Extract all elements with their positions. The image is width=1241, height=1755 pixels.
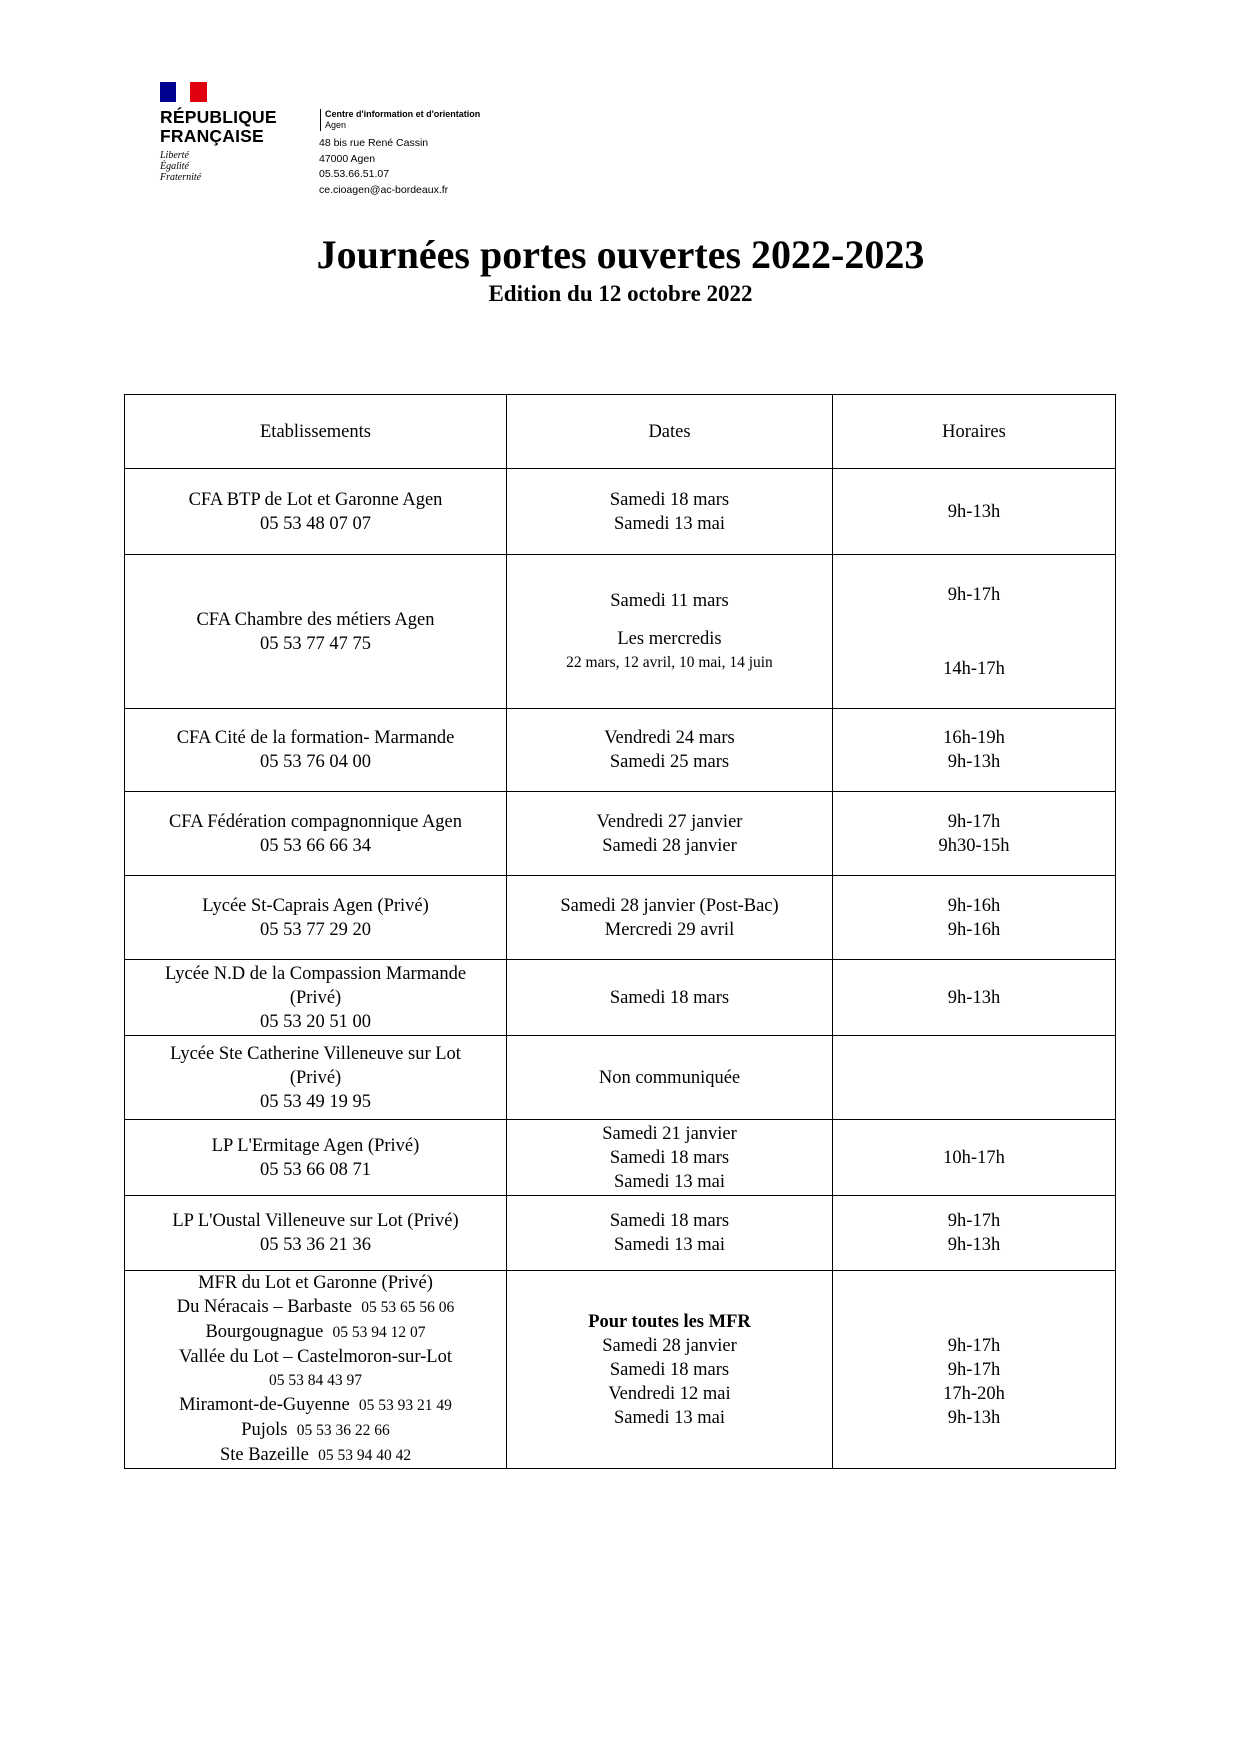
establishment-name: LP L'Ermitage Agen (Privé) [211, 1135, 420, 1156]
establishment-phone: 05 53 48 07 07 [260, 513, 371, 534]
page-title: Journées portes ouvertes 2022-2023 [316, 232, 925, 277]
date-line: Samedi 21 janvier [602, 1123, 737, 1144]
motto-fraternite: Fraternité [160, 172, 202, 183]
dates-cell [507, 792, 833, 876]
date-line: Samedi 28 janvier [602, 835, 737, 856]
hours-cell [833, 555, 1116, 709]
establishment-phone: 05 53 36 21 36 [260, 1235, 371, 1255]
dates-cell [507, 1120, 833, 1196]
establishment-cell [125, 709, 507, 792]
mfr-site-phone: 05 53 65 56 06 [361, 1299, 455, 1316]
establishment-cell [125, 792, 507, 876]
header-dates: Dates [507, 395, 833, 469]
mfr-site [129, 1320, 502, 1345]
date-line: Samedi 28 janvier [602, 1335, 737, 1356]
dates-cell [507, 555, 833, 709]
mfr-site-phone: 05 53 94 40 42 [318, 1447, 412, 1464]
mfr-site-name: Vallée du Lot – Castelmoron-sur-Lot [179, 1347, 452, 1367]
hours-cell [833, 960, 1116, 1036]
hours-line: 9h-17h [947, 1335, 1001, 1356]
date-line: Samedi 28 janvier (Post-Bac) [560, 895, 779, 916]
hours-cell [833, 1196, 1116, 1271]
date-line: Samedi 18 mars [609, 1211, 730, 1231]
address-line-1: 48 bis rue René Cassin [319, 137, 429, 149]
republique-francaise-logo [160, 82, 300, 183]
hours-cell [833, 1271, 1116, 1469]
date-line: Mercredi 29 avril [604, 919, 735, 940]
establishment-phone: 05 53 76 04 00 [260, 752, 371, 772]
dates-cell [507, 960, 833, 1036]
mfr-site-name: Pujols [241, 1420, 288, 1440]
mfr-site-phone: 05 53 94 12 07 [332, 1324, 426, 1341]
page-subtitle: Edition du 12 octobre 2022 [488, 281, 753, 306]
establishment-name: CFA Cité de la formation- Marmande [176, 728, 455, 748]
address-line-2: 47000 Agen [319, 152, 376, 165]
hours-line: 9h-16h [947, 895, 1001, 916]
motto [160, 150, 300, 183]
date-line: Samedi 13 mai [614, 1407, 725, 1428]
date-line: Vendredi 27 janvier [596, 811, 743, 832]
establishment-name: MFR du Lot et Garonne (Privé) [198, 1273, 433, 1293]
mfr-site [129, 1295, 502, 1320]
establishment-name: Lycée Ste Catherine Villeneuve sur Lot [170, 1043, 461, 1064]
establishment-phone: 05 53 77 47 75 [260, 633, 371, 654]
date-line: Samedi 13 mai [614, 513, 725, 534]
establishment-status: (Privé) [289, 987, 342, 1008]
date-line: Samedi 18 mars [609, 987, 730, 1008]
mfr-site [129, 1393, 502, 1418]
header-establishments: Etablissements [125, 395, 507, 469]
date-line: 22 mars, 12 avril, 10 mai, 14 juin [566, 653, 773, 671]
establishment-cell [125, 469, 507, 555]
table-row [125, 709, 1116, 792]
date-line: Vendredi 24 mars [604, 728, 735, 748]
mfr-site-phone: 05 53 84 43 97 [269, 1372, 362, 1389]
hours-line: 9h-13h [947, 501, 1001, 522]
date-line: Samedi 13 mai [614, 1235, 725, 1255]
establishment-phone: 05 53 49 19 95 [260, 1091, 371, 1112]
mfr-site [129, 1418, 502, 1443]
establishment-cell [125, 1036, 507, 1120]
table-row [125, 1271, 1116, 1469]
republic-name [160, 108, 300, 146]
cio-name-block [320, 109, 480, 131]
establishment-name: CFA Chambre des métiers Agen [196, 609, 435, 630]
mfr-site-name: Bourgougnague [205, 1322, 324, 1342]
date-line: Samedi 11 mars [610, 590, 729, 611]
establishment-cell [125, 1196, 507, 1271]
mfr-site-phone: 05 53 36 22 66 [296, 1422, 390, 1439]
dates-cell [507, 1196, 833, 1271]
hours-line: 9h-16h [947, 919, 1001, 940]
establishment-name: LP L'Oustal Villeneuve sur Lot (Privé) [172, 1211, 459, 1231]
republic-line-2: FRANÇAISE [160, 126, 264, 146]
hours-line: 9h-13h [947, 752, 1001, 772]
cio-phone: 05.53.66.51.07 [319, 168, 390, 180]
date-line: Samedi 18 mars [609, 1147, 730, 1168]
table-row [125, 960, 1116, 1036]
hours-line: 17h-20h [943, 1383, 1005, 1404]
hours-line: 9h-13h [947, 1407, 1001, 1428]
mfr-site-name: Ste Bazeille [219, 1445, 309, 1465]
table-row [125, 1036, 1116, 1120]
cio-city: Agen [325, 120, 347, 130]
republic-line-1: RÉPUBLIQUE [160, 107, 277, 127]
hours-line: 9h-17h [947, 1211, 1001, 1231]
mfr-site-phone: 05 53 93 21 49 [358, 1397, 452, 1414]
establishment-name: Lycée St-Caprais Agen (Privé) [202, 895, 429, 916]
mfr-site-name: Du Néracais – Barbaste [176, 1297, 352, 1317]
hours-cell [833, 1120, 1116, 1196]
hours-cell [833, 1036, 1116, 1120]
dates-cell [507, 709, 833, 792]
establishment-status: (Privé) [289, 1067, 342, 1088]
establishment-name: Lycée N.D de la Compassion Marmande [164, 963, 467, 984]
hours-line: 9h-17h [947, 811, 1001, 832]
hours-cell [833, 469, 1116, 555]
hours-line: 9h-13h [947, 1235, 1001, 1255]
table-row [125, 876, 1116, 960]
dates-cell [507, 876, 833, 960]
motto-egalite: Égalité [160, 161, 189, 172]
mfr-site-name: Miramont-de-Guyenne [179, 1395, 350, 1415]
establishment-cell [125, 960, 507, 1036]
header-hours: Horaires [833, 395, 1116, 469]
table-row [125, 1196, 1116, 1271]
dates-cell [507, 469, 833, 555]
date-line: Samedi 18 mars [609, 1359, 730, 1380]
establishment-name: CFA BTP de Lot et Garonne Agen [188, 489, 443, 510]
cio-email: ce.cioagen@ac-bordeaux.fr [319, 183, 449, 196]
hours-cell [833, 709, 1116, 792]
establishment-cell [125, 1120, 507, 1196]
table-row [125, 555, 1116, 709]
date-line: Vendredi 12 mai [608, 1383, 731, 1404]
establishment-phone: 05 53 66 66 34 [260, 835, 371, 856]
table-row [125, 792, 1116, 876]
date-line: Samedi 18 mars [609, 489, 730, 510]
date-line: Les mercredis [617, 628, 722, 649]
mfr-site [129, 1443, 502, 1468]
table-row [125, 1120, 1116, 1196]
hours-line: 9h-17h [947, 584, 1001, 605]
hours-line: 10h-17h [943, 1147, 1005, 1168]
establishment-cell [125, 555, 507, 709]
hours-line: 9h-13h [947, 987, 1001, 1008]
hours-line: 9h30-15h [938, 835, 1010, 856]
establishment-phone: 05 53 66 08 71 [260, 1159, 371, 1180]
french-flag-icon [160, 82, 207, 102]
date-line: Samedi 25 mars [609, 752, 730, 772]
establishment-cell [125, 1271, 507, 1469]
establishment-phone: 05 53 20 51 00 [260, 1011, 371, 1032]
hours-cell [833, 792, 1116, 876]
hours-line: 14h-17h [943, 658, 1005, 679]
date-line: Samedi 13 mai [614, 1171, 725, 1192]
hours-line: 16h-19h [943, 728, 1005, 748]
mfr-dates-heading: Pour toutes les MFR [588, 1311, 751, 1332]
establishment-phone: 05 53 77 29 20 [260, 919, 371, 940]
establishment-cell [125, 876, 507, 960]
date-line: Non communiquée [598, 1067, 741, 1088]
establishment-name: CFA Fédération compagnonnique Agen [168, 811, 463, 832]
table-header-row [125, 395, 1116, 469]
cio-contact [319, 136, 448, 198]
dates-cell [507, 1036, 833, 1120]
cio-name: Centre d'information et d'orientation [325, 109, 481, 119]
open-days-table [124, 394, 1116, 1469]
hours-cell [833, 876, 1116, 960]
table-row [125, 469, 1116, 555]
dates-cell [507, 1271, 833, 1469]
hours-line: 9h-17h [947, 1359, 1001, 1380]
motto-liberte: Liberté [160, 150, 189, 161]
